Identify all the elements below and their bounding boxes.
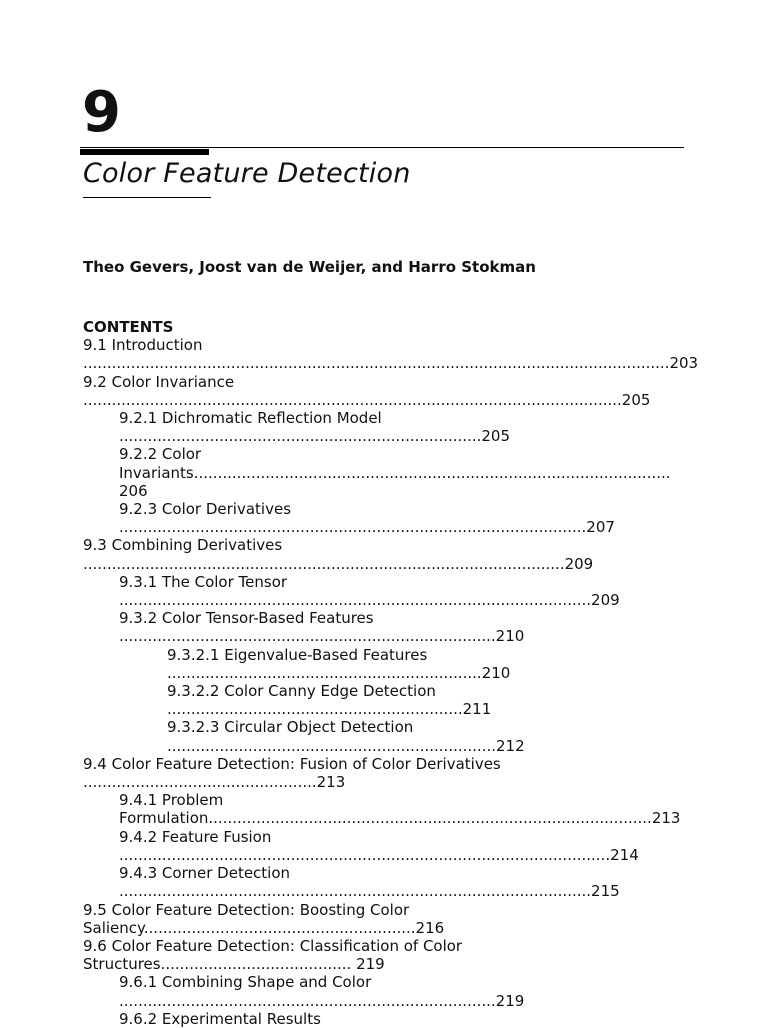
toc-entry-9-2[interactable] — [83, 373, 703, 409]
toc-line: 9.6.1 Combining Shape and Color — [119, 973, 372, 992]
toc-entry-9-3-2[interactable] — [83, 609, 703, 645]
toc-line: ...............................................................................210 — [119, 627, 525, 646]
title-underline — [83, 197, 211, 198]
toc-line: 9.4.3 Corner Detection — [119, 864, 291, 883]
authors: Theo Gevers, Joost van de Weijer, and Harro Stokman — [83, 258, 536, 276]
toc-line: ............................................................................205 — [119, 427, 511, 446]
toc-entry-9-2-3[interactable] — [83, 500, 703, 536]
toc-entry-9-4-1[interactable] — [83, 791, 703, 827]
toc-line: .....................................................................212 — [167, 736, 525, 755]
toc-line: ..................................................................................................207 — [119, 518, 615, 537]
toc-line: 9.3.2.3 Circular Object Detection — [167, 718, 414, 737]
toc-entry-9-5[interactable] — [83, 901, 703, 937]
toc-line: 9.5 Color Feature Detection: Boosting Color — [83, 900, 410, 919]
chapter-number: 9 — [82, 80, 121, 145]
toc-line: 9.1 Introduction — [83, 336, 203, 355]
toc-line: Saliency.........................................................216 — [83, 918, 445, 937]
toc-line: 9.3.1 The Color Tensor — [119, 572, 288, 591]
toc-line: 9.4.1 Problem — [119, 791, 224, 810]
toc-line: 9.4.2 Feature Fusion — [119, 827, 272, 846]
toc-line: 9.6.2 Experimental Results — [119, 1009, 321, 1028]
toc-line: 206 — [119, 481, 148, 500]
toc-entry-9-3-2-2[interactable] — [83, 682, 703, 718]
toc-entry-9-4[interactable] — [83, 755, 703, 791]
toc-entry-9-6-1[interactable] — [83, 973, 703, 1009]
table-of-contents — [83, 318, 703, 1028]
toc-entry-9-3-2-3[interactable] — [83, 718, 703, 754]
toc-line: 9.3 Combining Derivatives — [83, 536, 283, 555]
toc-entry-9-3[interactable] — [83, 536, 703, 572]
toc-entry-9-3-1[interactable] — [83, 573, 703, 609]
toc-line: 9.6 Color Feature Detection: Classification of Color — [83, 936, 463, 955]
toc-entry-9-2-1[interactable] — [83, 409, 703, 445]
toc-line: 9.2.2 Color — [119, 445, 202, 464]
toc-line: 9.3.2 Color Tensor-Based Features — [119, 609, 374, 628]
toc-entry-9-4-2[interactable] — [83, 828, 703, 864]
toc-line: .................................................213 — [83, 773, 346, 792]
toc-line: ..............................................................211 — [167, 700, 492, 719]
toc-line: Invariants.................................................................................................... — [119, 463, 671, 482]
toc-line: .....................................................................................................209 — [83, 554, 594, 573]
toc-line: ...........................................................................................................................203 — [83, 354, 699, 373]
toc-line: ...................................................................................................215 — [119, 882, 620, 901]
toc-entry-9-1[interactable] — [83, 336, 703, 372]
chapter-rule — [80, 147, 684, 148]
contents-heading: CONTENTS — [83, 318, 174, 336]
toc-line: Formulation.............................................................................................213 — [119, 809, 681, 828]
toc-line: ...................................................................................................209 — [119, 591, 620, 610]
toc-line: .......................................................................................................214 — [119, 845, 639, 864]
chapter-rule-accent — [80, 149, 209, 155]
toc-entry-9-6-2[interactable] — [83, 1010, 703, 1028]
toc-line: ..................................................................210 — [167, 663, 511, 682]
toc-entry-9-6[interactable] — [83, 937, 703, 973]
toc-line: ...............................................................................219 — [119, 991, 525, 1010]
chapter-title: Color Feature Detection — [83, 158, 411, 189]
toc-entry-9-4-3[interactable] — [83, 864, 703, 900]
toc-line: 9.2 Color Invariance — [83, 372, 235, 391]
toc-line: Structures........................................ 219 — [83, 955, 385, 974]
toc-line: 9.2.1 Dichromatic Reflection Model — [119, 409, 382, 428]
toc-line: 9.4 Color Feature Detection: Fusion of Color Derivatives — [83, 754, 501, 773]
toc-entry-9-3-2-1[interactable] — [83, 646, 703, 682]
toc-line: 9.3.2.2 Color Canny Edge Detection — [167, 682, 436, 701]
toc-line: 9.2.3 Color Derivatives — [119, 500, 292, 519]
toc-entry-9-2-2[interactable] — [83, 445, 703, 500]
toc-line: 9.3.2.1 Eigenvalue-Based Features — [167, 645, 428, 664]
toc-line: .................................................................................................................205 — [83, 390, 651, 409]
